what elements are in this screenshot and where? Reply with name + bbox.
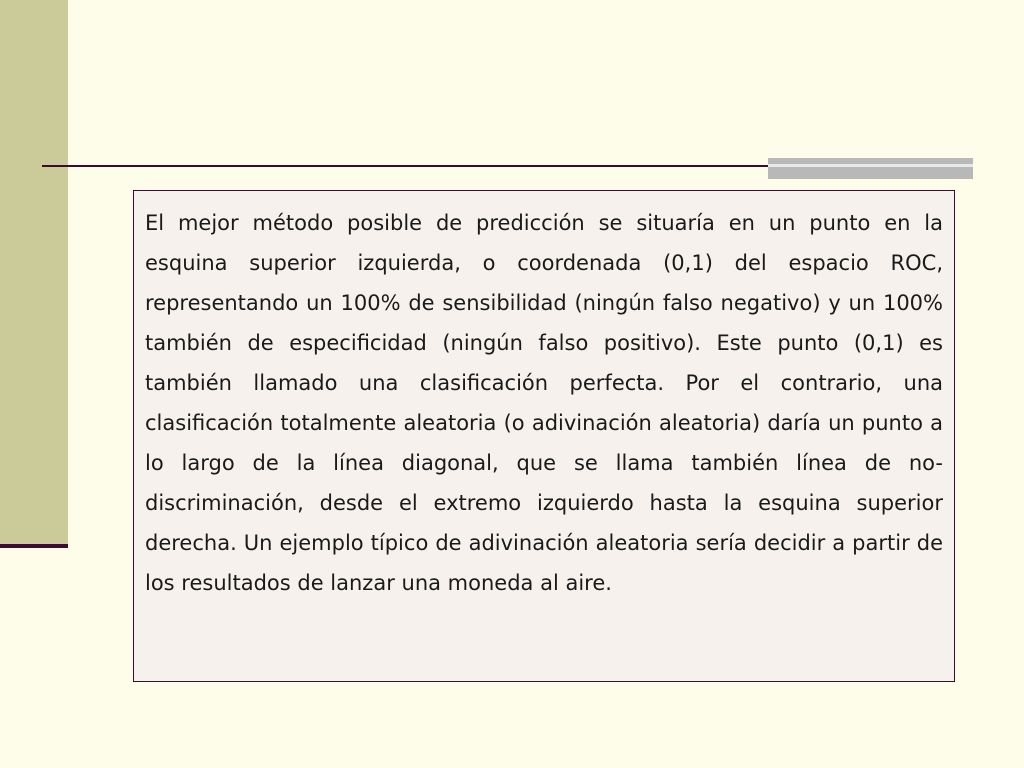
content-box (133, 190, 955, 682)
title-rule (42, 165, 770, 167)
sidebar-underline (0, 544, 68, 548)
body-paragraph: El mejor método posible de predicción se situaría en un punto en la esquina superior izquierda, o coordenada (0,1) del espacio ROC, representando un 100% de sensibilidad (ningún falso negativo) y un 100% también de especificidad (ningún falso positivo). Este punto (0,1) es también llamado una clasificación perfecta. Por el contrario, una clasificación totalmente aleatoria (o adivinación aleatoria) daría un punto a lo largo de la línea diagonal, que se llama también línea de no-discriminación, desde el extremo izquierdo hasta la esquina superior derecha. Un ejemplo típico de adivinación aleatoria sería decidir a partir de los resultados de lanzar una moneda al aire. (145, 211, 943, 595)
sidebar-decoration (0, 0, 68, 546)
accent-bar (768, 158, 973, 179)
accent-stripe-bottom (768, 167, 973, 179)
